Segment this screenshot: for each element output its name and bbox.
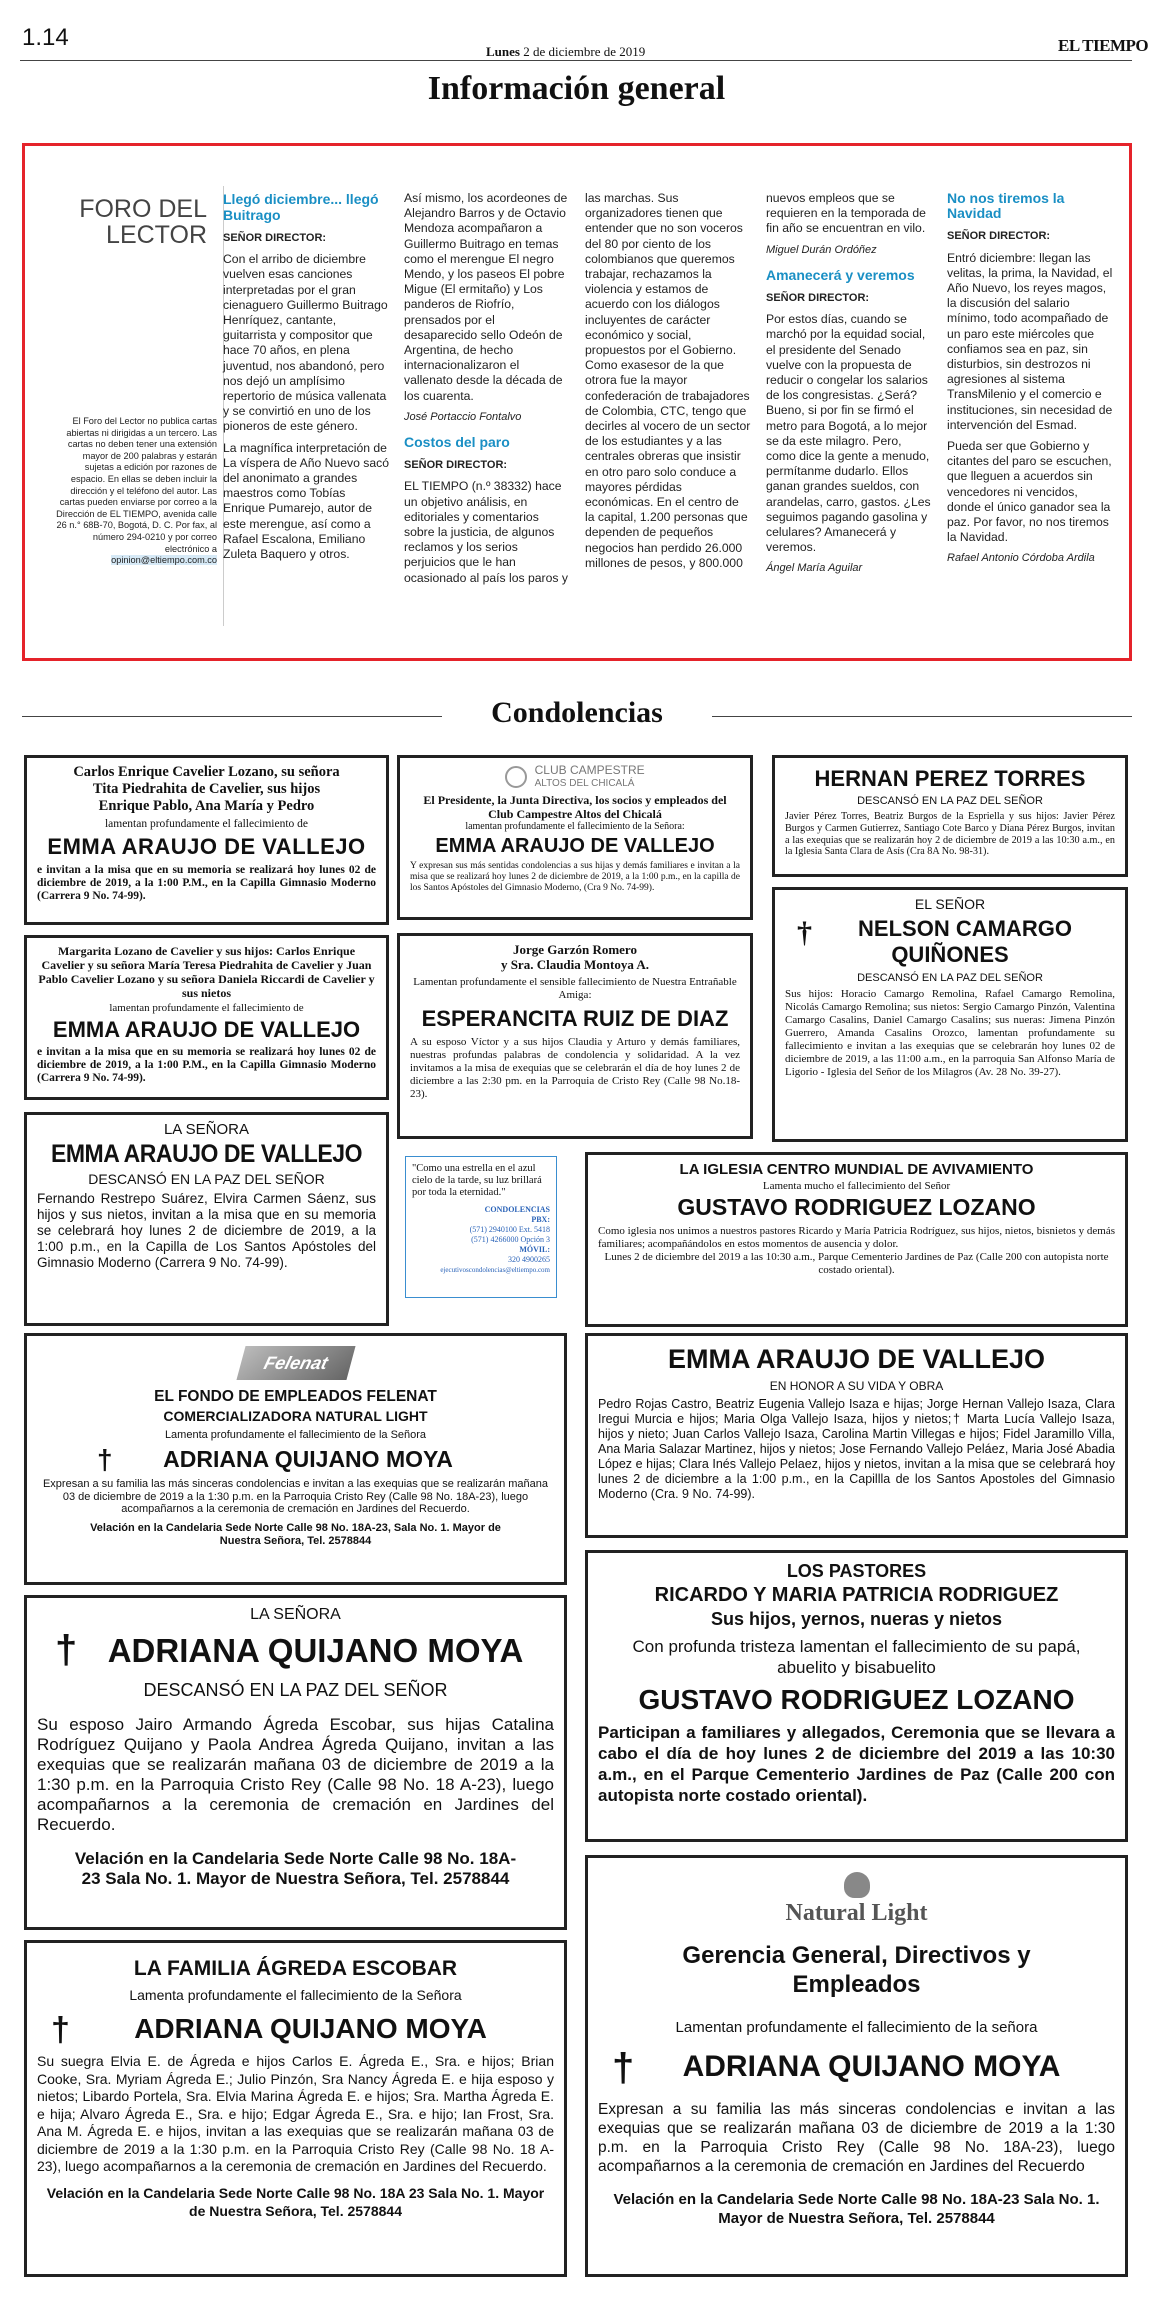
obituary-ad <box>585 1152 1128 1327</box>
letter-author: José Portaccio Fontalvo <box>404 410 522 423</box>
ad-deceased-name: EMMA ARAUJO DE VALLEJO <box>52 1017 361 1042</box>
foro-sidebar <box>55 416 217 567</box>
ad-footer: Velación en la Candelaria Sede Norte Calle 98 No. 18A-23 Sala No. 1. Mayor de Nuestra Señora, Tel. 2578844 <box>74 1849 517 1888</box>
cross-icon: † <box>51 2011 70 2049</box>
ad-body: A su esposo Víctor y a sus hijos Claudia y Arturo y demás familiares, nuestras profundas palabras de condolencia y solidaridad. A la vez invitamos a la misa de exequias que se celebrarán el día de hoy lunes 2 de diciembre a las 2:30 pm. en la Parroquia de Cristo Rey (Calle 98 No.18-23). <box>410 1036 740 1100</box>
ad-body: Lunes 2 de diciembre del 2019 a las 10:30 a.m., Parque Cementerio Jardines de Paz (Calle 200 con autopista norte costado oriental). <box>604 1251 1109 1276</box>
ad-deceased-name: ADRIANA QUIJANO MOYA <box>163 1446 453 1472</box>
ad-names: RICARDO Y MARIA PATRICIA RODRIGUEZ <box>654 1584 1059 1606</box>
brand-logo: EL TIEMPO <box>1058 36 1149 55</box>
ad-title: Gerencia General, Directivos y Empleados <box>682 1942 1031 1998</box>
ad-line: El Presidente, la Junta Directiva, los socios y empleados del Club Campestre Altos del Chicalá <box>423 793 727 821</box>
page-date <box>486 44 645 60</box>
letter-paragraph: Así mismo, los acordeones de Alejandro Barros y de Octavio Mendoza acompañaron a Guillermo Buitrago en temas como el merengue El negro Mendo, y los paseos El pobre Migue (El ermitaño) y Los panderos de Riofrío, prensados por el desaparecido sello Odeón de Argentina, de hecho internacionalizaron el vallenato desde la década de los cuarenta. <box>404 191 568 403</box>
obituary-ad <box>397 933 753 1139</box>
obituary-ad <box>24 1112 389 1326</box>
ad-body: Fernando Restrepo Suárez, Elvira Carmen Sáenz, sus hijos y sus nietos, invitan a la misa que en su memoria se celebrará hoy lunes 2 de diciembre de 2019, a la 1:00 p.m., en la Capilla de Los Santos Apóstoles del Gimnasio Moderno (Carrera 9 No. 74-99). <box>37 1191 376 1270</box>
ad-rest: DESCANSÓ EN LA PAZ DEL SEÑOR <box>143 1680 448 1700</box>
ad-line: y Sra. Claudia Montoya A. <box>500 957 650 972</box>
ad-footer: Velación en la Candelaria Sede Norte Calle 98 No. 18A-23 Sala No. 1. Mayor de Nuestra Señora, Tel. 2578844 <box>613 2191 1100 2227</box>
ad-footer: Velación en la Candelaria Sede Norte Calle 98 No. 18A-23, Sala No. 1. Mayor de Nuestra Señora, Tel. 2578844 <box>90 1521 501 1547</box>
obituary-ad <box>24 755 389 925</box>
ad-line: COMERCIALIZADORA NATURAL LIGHT <box>163 1408 428 1424</box>
ad-deceased-name: EMMA ARAUJO DE VALLEJO <box>435 835 715 857</box>
ad-lament: Lamenta mucho el fallecimiento del Señor <box>762 1180 951 1192</box>
club-logo-line1: CLUB CAMPESTRE <box>534 763 645 777</box>
obituary-ad <box>585 1550 1128 1842</box>
ad-body: e invitan a la misa que en su memoria se realizará hoy lunes 02 de diciembre de 2019, a la 1:00 P.M., en la Capilla Gimnasio Moderno (Carrera 9 No. 74-99). <box>37 1046 376 1084</box>
ad-lament: Con profunda tristeza lamentan el fallecimiento de su papá, abuelito y bisabuelito <box>632 1637 1081 1677</box>
ad-lament: Lamenta profundamente el fallecimiento de la Señora <box>164 1429 427 1441</box>
page-number: 1.14 <box>22 24 69 51</box>
ad-line: Tita Piedrahita de Cavelier, sus hijos <box>92 781 321 797</box>
cross-icon: † <box>797 916 812 949</box>
ad-deceased-name: GUSTAVO RODRIGUEZ LOZANO <box>677 1194 1036 1220</box>
cross-icon: † <box>97 1444 113 1475</box>
foro-letters <box>223 191 1113 651</box>
ad-body: Pedro Rojas Castro, Beatriz Eugenia Vallejo Isaza e hijas; Jorge Hernan Vallejo Isaza, Clara Iregui Murcia e hijos; Maria Olga Vallejo Isaza, hijos y nietos;† Marta Lucía Vallejo Isaza, hijos y nieto; Juan Carlos Vallejo Isaza, Carolina Martin Villegas e hijos; Fidel Jaramillo Villa, Ana Maria Salazar Martinez, hijos y nietos; Jose Fernando Vallejo Peláez, Maria José Abadia López e hijas; Clara Inés Vallejo Pelaez, hijos y nietos, invitan a la misa que se celebrará hoy lunes 2 de diciembre a la 1:00 p.m., en la Capillla de los Santos Apostoles del Gimnasio Moderno (Cra. 9 No. 74-99). <box>598 1397 1115 1501</box>
ad-footer: Velación en la Candelaria Sede Norte Calle 98 No. 18A 23 Sala No. 1. Mayor de Nuestra Señora, Tel. 2578844 <box>46 2184 545 2219</box>
ad-title: LOS PASTORES <box>786 1561 927 1581</box>
condolencias-contact-ad <box>405 1156 557 1298</box>
date-day: Lunes <box>486 44 520 59</box>
letter-title: Amanecerá y veremos <box>766 266 915 283</box>
letter-salutation: SEÑOR DIRECTOR: <box>404 459 508 472</box>
letter-paragraph: EL TIEMPO (n.º 38332) hace un objetivo análisis, en editoriales y comentarios sobre la justicia, de algunos reclamos y los serios perjuicios que le han ocasionado al país los paros y las marchas. Sus organizadores tienen que entender que no son voceros del 80 por ciento de los colombianos que queremos trabajar, rechazamos la violencia y estamos de acuerdo con los diálogos incluyentes de carácter económico y social, propuestos por el Gobierno. Como exasesor de la que otrora fue la mayor confederación de trabajadores de Colombia, CTC, tengo que decirles al vocero de un sector de los estudiantes y a las centrales obreras que insistir en otro paro solo conduce a mayores pérdidas económicas. En el centro de la capital, 1.200 personas que dependen de pequeños negocios han perdido 26.000 millones de pesos, y 800.000 nuevos empleos que se requieren en la temporada de fin año se encuentran en vilo. <box>404 191 926 585</box>
ad-body: Expresan a su familia las más sinceras condolencias e invitan a las exequias que se realizarán mañana 03 de diciembre de 2019 a la 1:30 p.m. en la Parroquia Cristo Rey (Calle 98 No. 18A-23), luego acompañarnos a la ceremonia de cremación en Jardines del Recuerdo. <box>42 1478 549 1515</box>
foro-title <box>45 196 207 248</box>
letter-author: Rafael Antonio Córdoba Ardila <box>947 552 1095 565</box>
ad-lament: Lamentan profundamente el fallecimiento de la señora <box>675 2019 1038 2036</box>
obituary-ad <box>397 755 753 920</box>
ad-line: EL FONDO DE EMPLEADOS FELENAT <box>154 1388 437 1405</box>
section-title: Información general <box>427 70 726 107</box>
foro-title-line2: LECTOR <box>106 221 207 249</box>
ad-body: Como iglesia nos unimos a nuestros pastores Ricardo y María Patricia Rodríguez, sus hijos, nietos, bisnietos y demás familiares; acompañándolos en estos momentos de ausencia y dolor. <box>598 1225 1115 1250</box>
ad-title: LA SEÑORA <box>250 1606 341 1623</box>
letter-author: Miguel Durán Ordóñez <box>766 243 877 256</box>
letter-title: Llegó diciembre... llegó Buitrago <box>223 191 379 223</box>
condolencias-rule-left <box>22 716 442 717</box>
letter-salutation: SEÑOR DIRECTOR: <box>223 232 327 244</box>
felenat-logo <box>236 1346 355 1380</box>
ad-deceased-name: EMMA ARAUJO DE VALLEJO <box>47 834 366 859</box>
ad-deceased-name-line2: QUIÑONES <box>891 942 1009 967</box>
ad-title: EL SEÑOR <box>914 896 986 912</box>
obituary-ad <box>24 1595 567 1930</box>
letter-paragraph: La magnífica interpretación de La víspera de Año Nuevo sacó del anonimato a grandes maestros como Tobías Enrique Pumarejo, autor de este merengue, así como a Rafael Escalona, Emiliano Zuleta Baquero y otros. <box>223 440 389 562</box>
contact-email-link[interactable]: ejecutivoscondolencias@eltiempo.com <box>440 1266 550 1274</box>
letter-paragraph: Pueda ser que Gobierno y citantes del paro se escuchen, que lleguen a acuerdos sin vencedores ni vencidos, donde el único ganador sea la paz. Por favor, no nos tiremos la Navidad. <box>947 439 1112 545</box>
ad-rest: DESCANSÓ EN LA PAZ DEL SEÑOR <box>857 972 1043 984</box>
obituary-ad <box>772 887 1128 1142</box>
ad-body: Javier Pérez Torres, Beatriz Burgos de la Espriella y sus hijos: Javier Pérez Burgos y Carmen Gutierrez, Santiago Cote Barco y Diana Pérez Burgos, invitan a las exequias que se realizarán hoy 2 de diciembre de 2019 a las 10:30 a.m., en la Iglesia Santa Clara de Asís (Cra 8A No. 98-31). <box>785 811 1115 858</box>
cross-icon: † <box>612 2046 635 2090</box>
ad-line: Jorge Garzón Romero <box>513 942 637 957</box>
ad-deceased-name: ESPERANCITA RUIZ DE DIAZ <box>421 1006 729 1031</box>
obituary-ad <box>24 1940 567 2277</box>
letter-title: No nos tiremos la Navidad <box>947 190 1065 222</box>
ad-body: Participan a familiares y allegados, Ceremonia que se llevara a cabo el día de hoy lunes 2 de diciembre del 2019 a las 10:30 a.m., en el Parque Cementerio Jardines de Paz (Calle 200 con autopista norte costado oriental). <box>598 1723 1115 1805</box>
letter-salutation: SEÑOR DIRECTOR: <box>947 230 1051 243</box>
obituary-ad <box>24 935 389 1100</box>
foro-title-line1: FORO DEL <box>79 195 207 223</box>
ad-deceased-name: EMMA ARAUJO DE VALLEJO <box>50 1140 363 1168</box>
ad-lament: Lamentan profundamente el sensible fallecimiento de Nuestra Entrañable Amiga: <box>413 976 737 1001</box>
ad-lament: Lamenta profundamente el fallecimiento de la Señora <box>129 1987 462 2003</box>
ad-deceased-name: EMMA ARAUJO DE VALLEJO <box>667 1344 1046 1374</box>
ad-body: Expresan a su familia las más sinceras condolencias e invitan a las exequias que se realizarán mañana 03 de diciembre de 2019 a la 1:30 p.m. en la Parroquia Cristo Rey (Calle 98 No. 18A-23), luego acompañarnos a la ceremonia de cremación en Jardines del Recuerdo <box>598 2101 1115 2175</box>
contact-phone: (571) 4266000 Opción 3 <box>471 1235 550 1244</box>
ad-lament: lamentan profundamente el fallecimiento de la Señora: <box>465 821 685 832</box>
condolencias-rule-right <box>712 716 1132 717</box>
ad-body: Y expresan sus más sentidas condolencias a sus hijas y demás familiares e invitan a la misa que se realizará hoy lunes 2 de diciembre de 2019, a la 1:00 p.m., en la capilla de los Santos Apóstoles del Gimnasio Moderno, (Cra 9 No. 74-99). <box>410 861 740 893</box>
club-logo-icon <box>505 766 527 788</box>
ad-subtitle: EN HONOR A SU VIDA Y OBRA <box>769 1379 944 1393</box>
condolencias-title: Condolencias <box>491 696 663 729</box>
ad-rest: DESCANSÓ EN LA PAZ DEL SEÑOR <box>857 795 1043 807</box>
ad-title: LA IGLESIA CENTRO MUNDIAL DE AVIVAMIENTO <box>679 1161 1034 1178</box>
ad-body: e invitan a la misa que en su memoria se realizará hoy lunes 02 de diciembre de 2019, a la 1:00 P.M., en la Capilla Gimnasio Moderno (Carrera 9 No. 74-99). <box>37 864 376 902</box>
ad-subtitle: Sus hijos, yernos, nueras y nietos <box>710 1609 1003 1629</box>
ad-lament: lamentan profundamente el fallecimiento de <box>109 1002 304 1014</box>
obituary-ad <box>585 1333 1128 1538</box>
ad-deceased-name: ADRIANA QUIJANO MOYA <box>107 1632 524 1669</box>
contact-movil: MÓVIL: <box>519 1245 550 1254</box>
ad-body: Sus hijos: Horacio Camargo Remolina, Rafael Camargo Remolina, Nicolás Camargo Remolina; sus nietos: Sergio Camargo Pinzón, Valentina Camargo Casalins, Daniel Camargo Casalins; sus nueras: Jimena Pinzón Guerrero, Amanda Casalins Orozco, lamentan profundamente su fallecimiento e invitan a las exequias que se celebrarán hoy lunes 02 de diciembre de 2019, a las 11:00 a.m., en la parroquia San Alfonso María de Ligorio - Iglesia del Señor de los Milagros (Av. 28 No. 39-27). <box>785 988 1115 1078</box>
header-rule <box>20 60 1132 61</box>
ad-title: LA FAMILIA ÁGREDA ESCOBAR <box>133 1957 458 1980</box>
letter-paragraph: Por estos días, cuando se marchó por la equidad social, el presidente del Senado vuelve con la propuesta de reducir o congelar los salarios de los congresistas. ¿Será? Bueno, si por fin se firmó el metro para Bogotá, a lo mejor se da este milagro. Pero, como dice la gente a menudo, permítanme dudarlo. Ellos ganan grandes sueldos, con arandelas, carro, gastos. ¿Les seguimos pagando gasolina y celulares? Amanecerá y veremos. <box>766 312 931 555</box>
ad-line: Enrique Pablo, Ana María y Pedro <box>98 798 315 814</box>
cross-icon: † <box>55 1628 78 1672</box>
letter-salutation: SEÑOR DIRECTOR: <box>766 292 870 305</box>
ad-rest: DESCANSÓ EN LA PAZ DEL SEÑOR <box>88 1171 325 1187</box>
foro-del-lector-box <box>22 143 1132 661</box>
ad-quote: "Como una estrella en el azul cielo de la tarde, su luz brillará por toda la eternidad." <box>412 1163 542 1198</box>
obituary-ad <box>24 1333 567 1585</box>
club-logo <box>410 764 740 790</box>
letter-paragraph: Entró diciembre: llegan las velitas, la prima, la Navidad, el Año Nuevo, los reyes magos, la discusión del salario mínimo, todo acompañado de un paro este miércoles que confiamos sea en paz, sin disturbios, sin destrozos ni agresiones al sistema TransMilenio y el comercio e instituciones, sin necesidad de intervención del Esmad. <box>947 250 1113 432</box>
letter-paragraph: Con el arribo de diciembre vuelven esas canciones interpretadas por el gran cienaguero Guillermo Buitrago Henríquez, cantante, guitarrista y compositor que hace 70 años, en plena juventud, nos abandonó, pero nos dejó un amplísimo repertorio de música vallenata y se convirtió en uno de los pioneros de este género. <box>223 252 388 434</box>
letter-author: Ángel María Aguilar <box>766 562 863 575</box>
contact-phone: (571) 2940100 Ext. 5418 <box>469 1225 550 1234</box>
foro-email-link[interactable]: opinion@eltiempo.com.co <box>111 555 217 566</box>
contact-phone: 320 4900265 <box>508 1255 550 1264</box>
ad-deceased-name: ADRIANA QUIJANO MOYA <box>682 2050 1061 2083</box>
natural-light-logo: Natural Light <box>785 1900 928 1926</box>
obituary-ad <box>585 1855 1128 2277</box>
ad-title: LA SEÑORA <box>163 1121 250 1138</box>
ad-deceased-name: ADRIANA QUIJANO MOYA <box>134 2013 487 2044</box>
ad-deceased-name: NELSON CAMARGO <box>858 916 1072 941</box>
ad-deceased-name: GUSTAVO RODRIGUEZ LOZANO <box>638 1684 1075 1715</box>
ad-line: Carlos Enrique Cavelier Lozano, su señora <box>73 764 340 780</box>
obituary-ad <box>772 755 1128 877</box>
letter-title: Costos del paro <box>404 434 510 451</box>
ad-line: Margarita Lozano de Cavelier y sus hijos: Carlos Enrique Cavelier y su señora María Teresa Piedrahita de Cavelier y Juan Pablo Cavelier Lozano y su señora Daniela Riccardi de Cavelier y sus nietos <box>38 944 375 1000</box>
ad-body: Su esposo Jairo Armando Ágreda Escobar, sus hijas Catalina Rodríguez Quijano y Paola Andrea Ágreda Quijano, invitan a las exequias que se realizarán mañana 03 de diciembre de 2019 a la 1:30 p.m. en la Parroquia Cristo Rey (Calle 98 No. 18 A-23), luego acompañarnos a la ceremonia de cremación en Jardines del Recuerdo. <box>37 1715 554 1834</box>
contact-label: CONDOLENCIAS <box>484 1205 550 1214</box>
ad-lament: lamentan profundamente el fallecimiento de <box>104 818 309 830</box>
date-rest: 2 de diciembre de 2019 <box>519 44 646 59</box>
felenat-logo-text: Felenat <box>261 1353 330 1373</box>
ad-body: Su suegra Elvia E. de Ágreda e hijos Carlos E. Ágreda E., Sra. e hijos; Brian Cooke, Sra. Myriam Ágreda E.; Julio Pinzón, Sra Nancy Ágreda E. e hija esposo y nietos; Libardo Portela, Sra. Elvia Marina Ágreda E. e hijos; Sra. Martha Ágreda E. e hija; Alvaro Ágreda E., Sra. e hijo; Edgar Ágreda E., Sra. e hijo; Ian Frost, Sra. Ana M. Ágreda E. e hijos, invitan a las exequias que se realizarán mañana 03 de diciembre de 2019 a la 1:30 p.m. en la Parroquia Cristo Rey (Calle 98 No. 18 A-23), luego acompañarnos a la ceremonia de cremación en Jardines del Recuerdo. <box>37 2053 554 2174</box>
club-logo-line2: ALTOS DEL CHICALÁ <box>534 778 635 789</box>
contact-pbx: PBX: <box>531 1215 550 1224</box>
ad-deceased-name: HERNAN PEREZ TORRES <box>814 766 1086 791</box>
foro-sidebar-text: El Foro del Lector no publica cartas abiertas ni dirigidas a un tercero. Las cartas no deben tener una extensión mayor de 200 palabras y estarán sujetas a edición por razones de espacio. En ellas se deben incluir la dirección y el teléfono del autor. Las cartas pueden enviarse por correo a la Dirección de EL TIEMPO, avenida calle 26 n.° 68B-70, Bogotá, D. C. Por fax, al número 294-0210 y por correo electrónico a <box>56 416 217 554</box>
natural-light-logo-icon <box>844 1872 870 1898</box>
